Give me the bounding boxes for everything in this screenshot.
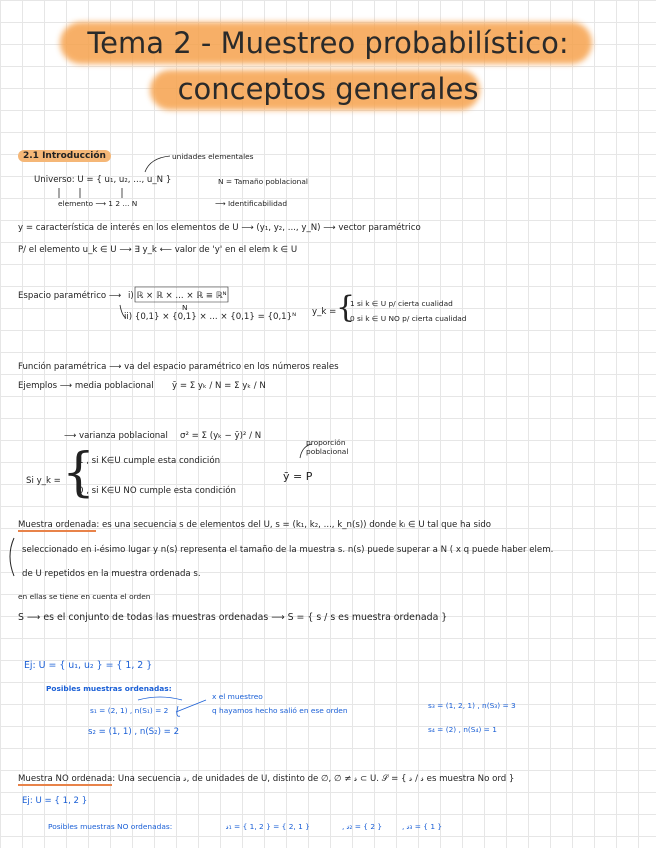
brace-arrow-left	[10, 538, 14, 576]
ej1-posibles: Posibles muestras ordenadas:	[46, 684, 172, 693]
espacio-i-box	[135, 287, 228, 302]
elemento-text: elemento ⟶ 1 2 ... N	[58, 199, 138, 208]
espacio-n-label: N	[182, 303, 188, 312]
section-heading-introduccion: 2.1 Introducción	[18, 150, 111, 162]
ej1-s1-note2: q hayamos hecho salió en ese orden	[212, 706, 348, 715]
muestra-no-ordenada-term: Muestra NO ordenada	[18, 774, 113, 784]
ej1-s3: s₃ = (1, 2, 1) , n(S₃) = 3	[428, 701, 516, 710]
p-elemento-text: P/ el elemento u_k ∈ U ⟶ ∃ y_k ⟵ valor de 'y' en el elem k ∈ U	[18, 245, 298, 255]
yk-brace: {	[336, 290, 356, 325]
page-title-line1: Tema 2 - Muestreo probabilístico:	[87, 26, 569, 60]
media-poblacional-label: Ejemplos ⟶ media poblacional	[18, 381, 154, 391]
varianza-poblacional-label: ⟶ varianza poblacional	[64, 431, 168, 441]
s1-arc	[138, 697, 182, 700]
varianza-formula: σ² = Σ (yₖ − ȳ)² / N	[180, 431, 262, 441]
ybar-p: ȳ = P	[283, 470, 313, 483]
ej1-s2: s₂ = (1, 1) , n(S₂) = 2	[88, 727, 180, 737]
si-yk-brace: {	[62, 443, 96, 503]
si-yk-label: Si y_k =	[26, 476, 61, 486]
espacio-ii-arrow	[120, 305, 126, 318]
conjunto-S-def: S ⟶ es el conjunto de todas las muestras ordenadas ⟶ S = { s / s es muestra ordenada }	[18, 612, 448, 623]
espacio-parametrico-label: Espacio paramétrico ⟶	[18, 291, 122, 301]
universo-text: Universo: U = { u₁, u₂, ..., u_N }	[34, 175, 172, 185]
muestra-ordenada-line3: de U repetidos en la muestra ordenada s.	[22, 569, 201, 579]
caracteristica-text: y = característica de interés en los elementos de U ⟶ (y₁, y₂, ..., y_N) ⟶ vector paramétrico	[18, 223, 421, 233]
tamano-poblacional-text: N = Tamaño poblacional	[218, 177, 308, 186]
muestra-ordenada-term: Muestra ordenada	[18, 520, 97, 530]
muestra-ordenada-orden: en ellas se tiene en cuenta el orden	[18, 592, 151, 601]
ej1-s4: s₄ = (2) , n(S₄) = 1	[428, 725, 497, 734]
ej2-a1: 𝓈₁ = { 1, 2 } = { 2, 1 }	[226, 822, 310, 831]
ej1-s1: s₁ = (2, 1) , n(S₁) = 2	[90, 706, 169, 715]
yk-case1: 1 si k ∈ U p/ cierta cualidad	[350, 299, 453, 308]
proporcion-arrow	[300, 444, 312, 458]
ej2-universo: Ej: U = { 1, 2 }	[22, 796, 88, 806]
ej2-a3: , 𝓈₃ = { 1 }	[402, 822, 443, 831]
funcion-parametrica-text: Función paramétrica ⟶ va del espacio paramétrico en los números reales	[18, 362, 339, 372]
ej2-posibles: Posibles muestras NO ordenadas:	[48, 822, 173, 831]
media-formula: ȳ = Σ yₖ / N = Σ yₖ / N	[172, 381, 266, 391]
unidades-arrow	[145, 156, 170, 172]
yk-label: y_k =	[312, 307, 337, 317]
cond-1: 1 , si K∈U cumple esta condición	[78, 456, 221, 466]
muestra-no-ordenada-text: : Una secuencia 𝓈, de unidades de U, distinto de ∅, ∅ ≠ 𝓈 ⊂ U. 𝒮 = { 𝓈 / 𝓈 es muestra No ord }	[112, 774, 515, 784]
yk-case0: 0 si k ∈ U NO p/ cierta cualidad	[350, 314, 467, 323]
unidades-elementales-label: unidades elementales	[172, 152, 254, 161]
ej1-s1-note1: x el muestreo	[212, 692, 263, 701]
page-title-line2: conceptos generales	[177, 72, 479, 106]
s1-note-arrow	[176, 700, 206, 716]
identificabilidad-text: ⟶ Identificabilidad	[215, 199, 288, 208]
muestra-ordenada-line1: : es una secuencia s de elementos del U, s = (k₁, k₂, ..., k_n(s)) donde kᵢ ∈ U tal que ha sido	[96, 520, 492, 530]
espacio-i-text: i) ℝ × ℝ × ... × ℝ ≡ ℝᴺ	[128, 291, 227, 301]
proporcion-poblacional-label: proporción poblacional	[306, 438, 349, 456]
espacio-ii-text: ii) {0,1} × {0,1} × ... × {0,1} = {0,1}ᴺ	[124, 312, 297, 322]
ej1-universo: Ej: U = { u₁, u₂ } = { 1, 2 }	[24, 660, 153, 671]
muestra-ordenada-line2: seleccionado en i-ésimo lugar y n(s) representa el tamaño de la muestra s. n(s) puede superar a N ( x q puede haber elem.	[22, 545, 554, 555]
cond-0: 0 , si K∈U NO cumple esta condición	[78, 486, 236, 496]
ej2-a2: , 𝓈₂ = { 2 }	[342, 822, 383, 831]
